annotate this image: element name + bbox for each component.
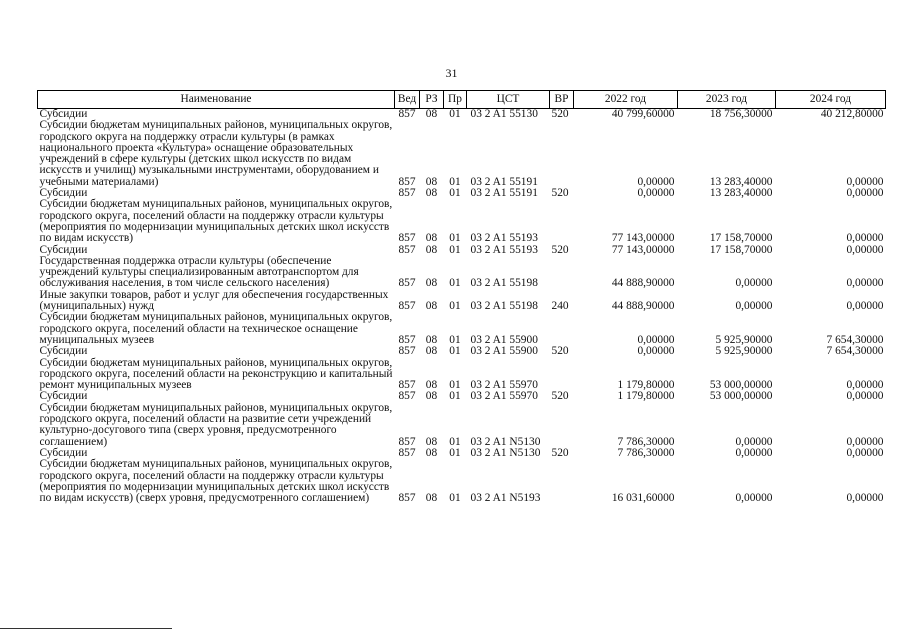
cell-y2024: 7 654,30000 [826,333,884,346]
cell-vr [550,312,574,346]
cell-cst: 03 2 A1 55900 [470,345,538,358]
cell-pr: 01 [449,232,461,245]
cell-vr [550,459,574,504]
column-header-2023: 2023 год [678,91,776,109]
cell-y2022: 7 786,30000 [617,446,675,459]
cell-y2022: 7 786,30000 [617,435,675,448]
cell-y2024: 40 212,80000 [820,108,884,120]
cell-pr: 01 [449,446,461,459]
column-header-name: Наименование [38,91,395,109]
table-body [38,109,886,505]
page-number: 31 [445,66,458,80]
cell-y2022: 44 888,90000 [611,300,675,313]
cell-y2023: 53 000,00000 [709,390,773,403]
cell-pr: 01 [449,435,461,448]
cell-y2024: 0,00000 [846,446,884,459]
cell-vr [550,403,574,448]
cell-pr: 01 [449,492,461,505]
cell-y2023: 13 283,40000 [709,175,773,188]
budget-table [37,90,886,504]
cell-cst: 03 2 A1 N5193 [470,492,541,505]
cell-rz: 08 [425,243,438,256]
cell-cst: 03 2 A1 55193 [470,243,538,256]
cell-rz: 08 [425,108,438,120]
table-row [38,120,886,188]
cell-vr: 520 [551,390,569,403]
cell-ved: 857 [398,243,416,256]
cell-pr: 01 [449,243,461,256]
cell-cst: 03 2 A1 55198 [470,300,538,313]
cell-rz: 08 [425,277,438,290]
cell-rz: 08 [425,446,438,459]
cell-ved: 857 [398,300,416,313]
cell-ved: 857 [398,435,416,448]
column-header-rz: РЗ [420,91,444,109]
cell-y2022: 77 143,00000 [611,243,675,256]
cell-y2024: 0,00000 [846,187,884,200]
cell-y2023: 17 158,70000 [709,232,773,245]
cell-ved: 857 [398,492,416,505]
table-row [38,358,886,392]
cell-ved: 857 [398,187,416,200]
cell-y2022: 0,00000 [637,187,675,200]
cell-rz: 08 [425,345,438,358]
cell-y2024: 0,00000 [846,300,884,313]
cell-rz: 08 [425,232,438,245]
cell-name: Субсидии бюджетам муниципальных районов, муниципальных округов, городского округа, поселений области на поддержку отрасли культуры (мероприятия по модернизации муниципальных детских школ искусств по видам искусств) [39,198,393,245]
cell-name: Субсидии [39,243,88,256]
cell-vr: 520 [551,345,569,358]
cell-name: Субсидии [39,187,88,200]
cell-name: Субсидии [39,345,88,358]
cell-ved: 857 [398,379,416,392]
cell-y2023: 17 158,70000 [709,243,773,256]
cell-vr: 240 [551,300,569,313]
column-header-ved: Вед [395,91,420,109]
cell-y2023: 0,00000 [735,277,773,290]
cell-pr: 01 [449,300,461,313]
cell-y2022: 16 031,60000 [611,492,675,505]
column-header-cst: ЦСТ [467,91,550,109]
table-row [38,290,886,313]
cell-rz: 08 [425,175,438,188]
cell-pr: 01 [449,390,461,403]
cell-pr: 01 [449,175,461,188]
cell-y2022: 0,00000 [637,345,675,358]
cell-vr [550,256,574,290]
cell-vr: 520 [551,446,569,459]
cell-name: Субсидии [39,390,88,403]
cell-cst: 03 2 A1 55198 [470,277,538,290]
cell-y2024: 0,00000 [846,277,884,290]
cell-y2022: 77 143,00000 [611,232,675,245]
cell-vr [550,358,574,392]
cell-y2024: 7 654,30000 [826,345,884,358]
cell-y2023: 0,00000 [735,435,773,448]
cell-y2024: 0,00000 [846,379,884,392]
cell-y2023: 5 925,90000 [715,345,773,358]
cell-ved: 857 [398,333,416,346]
cell-name: Субсидии бюджетам муниципальных районов, муниципальных округов, городского округа, поселений области на реконструкцию и капитальный ремонт муниципальных музеев [39,356,393,392]
cell-cst: 03 2 A1 55191 [470,187,538,200]
cell-y2023: 0,00000 [735,300,773,313]
cell-pr: 01 [449,277,461,290]
cell-rz: 08 [425,435,438,448]
table-row [38,459,886,504]
cell-rz: 08 [425,333,438,346]
cell-name: Иные закупки товаров, работ и услуг для обеспечения государственных (муниципальных) нужд [39,288,389,313]
cell-name: Государственная поддержка отрасли культуры (обеспечение учреждений культуры специализированным автотранспортом для обслуживания населения, в том числе сельского населения) [39,254,359,290]
cell-ved: 857 [398,175,416,188]
cell-name: Субсидии бюджетам муниципальных районов, муниципальных округов, городского округа, поселений области на поддержку отрасли культуры (мероприятия по модернизации муниципальных детских школ искусств по видам искусств) (сверх уровня, предусмотренного соглашением) [39,458,393,505]
cell-y2022: 0,00000 [637,333,675,346]
cell-cst: 03 2 A1 55191 [470,175,538,188]
cell-y2022: 1 179,80000 [617,390,675,403]
cell-y2022: 40 799,60000 [611,108,675,120]
cell-pr: 01 [449,187,461,200]
cell-cst: 03 2 A1 55900 [470,333,538,346]
cell-pr: 01 [449,379,461,392]
cell-y2022: 1 179,80000 [617,379,675,392]
cell-y2024: 0,00000 [846,175,884,188]
cell-name: Субсидии [39,108,88,120]
cell-y2023: 18 756,30000 [709,108,773,120]
cell-y2023: 53 000,00000 [709,379,773,392]
column-header-vr: ВР [550,91,574,109]
cell-name: Субсидии бюджетам муниципальных районов, муниципальных округов, городского округа на поддержку отрасли культуры (в рамках национального проекта «Культура» оснащение образовательных учреждений в сфере культуры (детских школ искусств по видам искусств и училищ) музыкальными инструментами, оборудованием и учебными материалами) [39,119,393,188]
cell-ved: 857 [398,345,416,358]
cell-y2023: 0,00000 [735,446,773,459]
column-header-2022: 2022 год [574,91,678,109]
cell-vr: 520 [551,108,569,120]
cell-rz: 08 [425,187,438,200]
cell-y2023: 13 283,40000 [709,187,773,200]
cell-ved: 857 [398,108,416,120]
cell-y2024: 0,00000 [846,435,884,448]
cell-y2023: 0,00000 [735,492,773,505]
footer-divider [0,628,172,629]
cell-name: Субсидии бюджетам муниципальных районов, муниципальных округов, городского округа, поселений области на развитие сети учреждений культурно-досугового типа (сверх уровня, предусмотренного соглашением) [39,401,393,448]
cell-rz: 08 [425,492,438,505]
cell-ved: 857 [398,232,416,245]
cell-pr: 01 [449,333,461,346]
cell-name: Субсидии бюджетам муниципальных районов, муниципальных округов, городского округа, поселений области на техническое оснащение муниципальных музеев [39,311,393,346]
cell-y2023: 5 925,90000 [715,333,773,346]
table-row [38,346,886,357]
cell-pr: 01 [449,108,461,120]
table-row [38,403,886,448]
cell-rz: 08 [425,379,438,392]
table-row [38,256,886,290]
column-header-pr: Пр [444,91,467,109]
cell-cst: 03 2 A1 55970 [470,390,538,403]
cell-cst: 03 2 A1 55193 [470,232,538,245]
cell-vr [550,120,574,188]
cell-rz: 08 [425,390,438,403]
cell-ved: 857 [398,277,416,290]
cell-y2024: 0,00000 [846,243,884,256]
cell-cst: 03 2 A1 55130 [470,108,538,120]
cell-cst: 03 2 A1 55970 [470,379,538,392]
cell-vr: 520 [551,243,569,256]
cell-y2022: 44 888,90000 [611,277,675,290]
cell-y2024: 0,00000 [846,390,884,403]
cell-y2022: 0,00000 [637,175,675,188]
cell-y2024: 0,00000 [846,232,884,245]
cell-pr: 01 [449,345,461,358]
column-header-2024: 2024 год [776,91,886,109]
cell-cst: 03 2 A1 N5130 [470,446,541,459]
table-header-row [38,91,886,109]
cell-y2024: 0,00000 [846,492,884,505]
cell-rz: 08 [425,300,438,313]
cell-vr: 520 [551,187,569,200]
cell-ved: 857 [398,446,416,459]
cell-vr [550,199,574,244]
cell-cst: 03 2 A1 N5130 [470,435,541,448]
cell-name: Субсидии [39,446,88,459]
cell-ved: 857 [398,390,416,403]
table-row [38,199,886,244]
table-row [38,312,886,346]
